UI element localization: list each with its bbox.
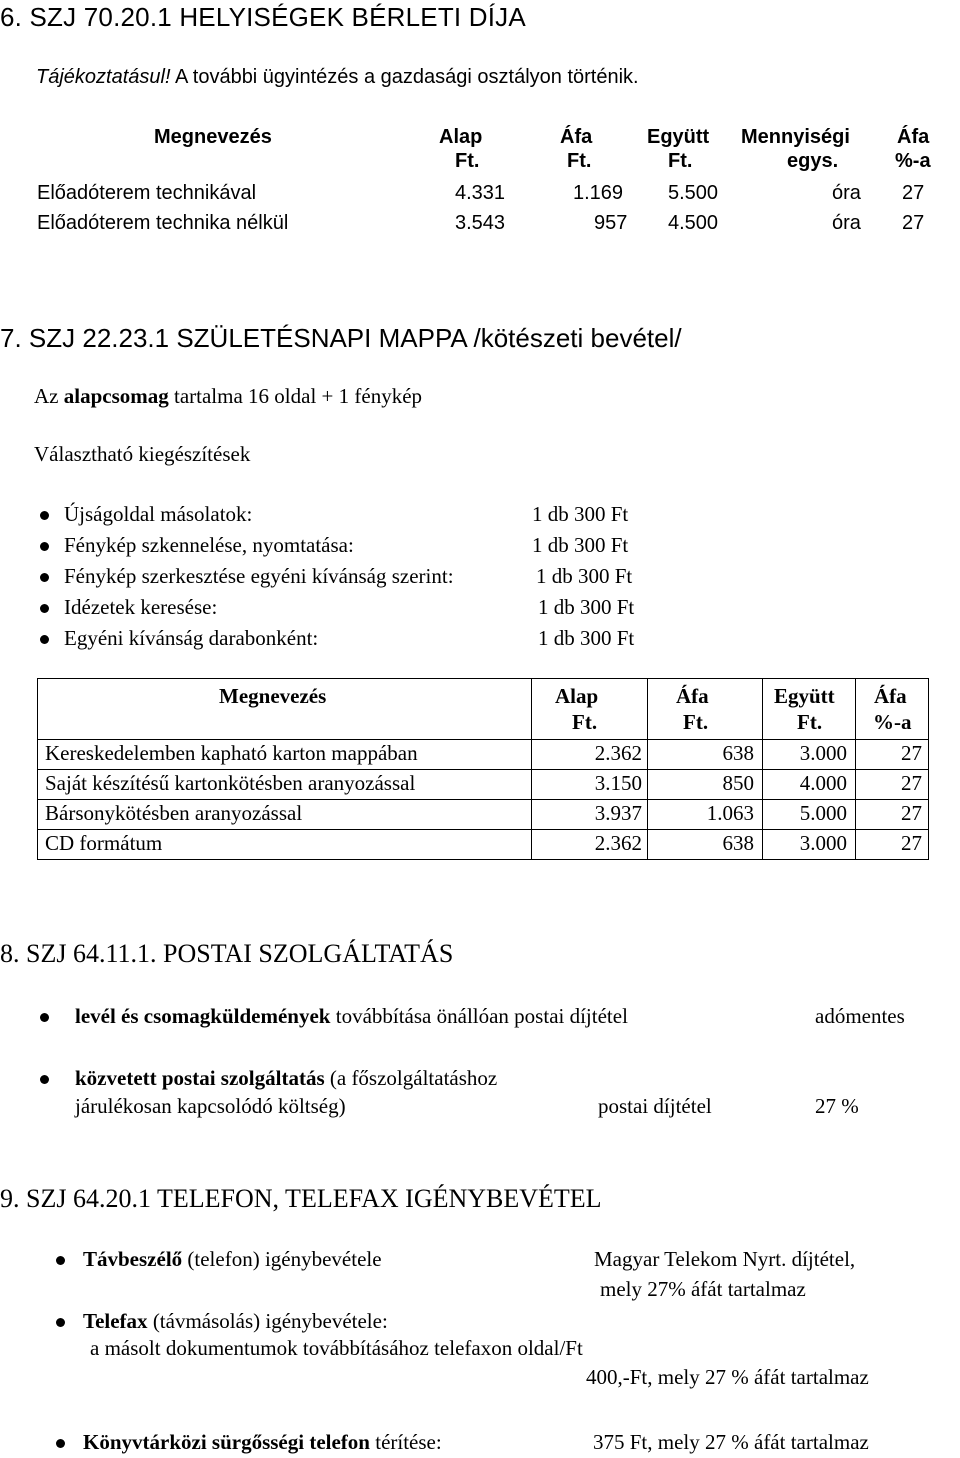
option-price: 1 db 300 Ft <box>532 502 629 526</box>
col-header-base: Alap <box>555 684 599 708</box>
note-rest: A további ügyintézés a gazdasági osztályon történik. <box>170 66 639 88</box>
postal-item-2-label: postai díjtétel <box>598 1094 712 1118</box>
section-6-title: 6. SZJ 70.20.1 HELYISÉGEK BÉRLETI DÍJA <box>0 2 526 32</box>
option-price: 1 db 300 Ft <box>538 626 635 650</box>
interlibrary-phone-rest: térítése: <box>369 1430 442 1454</box>
cell-vat: 638 <box>722 741 754 765</box>
phone-item <box>83 1247 382 1272</box>
col-header-base-unit: Ft. <box>455 150 480 172</box>
cell-base: 3.150 <box>594 771 642 795</box>
fax-item-line3: 400,-Ft, mely 27 % áfát tartalmaz <box>586 1365 869 1389</box>
cell-unit: óra <box>832 212 861 234</box>
col-header-total-unit: Ft. <box>668 150 693 172</box>
fax-item-rest: (távmásolás) igénybevétele: <box>147 1309 388 1333</box>
intro-pre: Az <box>34 384 64 408</box>
cell-vat-pct: 27 <box>901 831 922 855</box>
option-label: Egyéni kívánság darabonként: <box>64 626 319 650</box>
section-7-title: 7. SZJ 22.23.1 SZÜLETÉSNAPI MAPPA /kötészeti bevétel/ <box>0 323 682 353</box>
cell-total: 5.500 <box>668 182 719 204</box>
col-header-vat-pct-2: %-a <box>895 150 931 172</box>
cell-unit: óra <box>832 182 861 204</box>
col-header-unit: Mennyiségi <box>741 126 850 148</box>
bullet-icon <box>56 1318 65 1327</box>
postal-item-1-value: adómentes <box>815 1004 905 1028</box>
cell-name: Előadóterem technikával <box>37 182 257 204</box>
bullet-icon <box>40 542 49 551</box>
option-label: Idézetek keresése: <box>64 595 218 619</box>
postal-item-2-value: 27 % <box>815 1094 859 1118</box>
cell-total: 4.000 <box>799 771 847 795</box>
option-price: 1 db 300 Ft <box>538 595 635 619</box>
cell-vat: 1.169 <box>573 182 624 204</box>
postal-item-2-bold: közvetett postai szolgáltatás <box>75 1066 325 1090</box>
col-header-base-unit: Ft. <box>572 710 598 734</box>
section-8-title: 8. SZJ 64.11.1. POSTAI SZOLGÁLTATÁS <box>0 939 454 968</box>
birthday-folder-table <box>37 678 929 860</box>
bullet-icon <box>40 1013 49 1022</box>
interlibrary-phone-bold: Könyvtárközi sürgősségi telefon <box>83 1430 370 1454</box>
cell-vat-pct: 27 <box>901 771 922 795</box>
phone-item-right-1: Magyar Telekom Nyrt. díjtétel, <box>594 1247 856 1271</box>
col-header-total: Együtt <box>774 684 835 708</box>
cell-vat: 638 <box>722 831 754 855</box>
cell-name: Előadóterem technika nélkül <box>37 212 289 234</box>
cell-base: 4.331 <box>455 182 506 204</box>
cell-vat-pct: 27 <box>901 801 922 825</box>
package-intro <box>34 384 422 409</box>
bullet-icon <box>40 635 49 644</box>
cell-base: 3.937 <box>594 801 642 825</box>
option-price: 1 db 300 Ft <box>536 564 633 588</box>
phone-item-right-2: mely 27% áfát tartalmaz <box>600 1277 806 1301</box>
cell-vat: 957 <box>594 212 628 234</box>
cell-name: Kereskedelemben kapható karton mappában <box>45 741 418 765</box>
col-header-vat-pct-2: %-a <box>873 710 912 734</box>
col-header-vat: Áfa <box>676 684 709 708</box>
cell-vat: 850 <box>722 771 754 795</box>
interlibrary-phone-item <box>83 1430 442 1455</box>
cell-name: Saját készítésű kartonkötésben aranyozással <box>45 771 416 795</box>
col-header-vat-unit: Ft. <box>683 710 709 734</box>
col-header-name: Megnevezés <box>219 684 327 708</box>
cell-total: 3.000 <box>799 741 847 765</box>
bullet-icon <box>40 511 49 520</box>
col-header-unit-2: egys. <box>787 150 839 172</box>
bullet-icon <box>56 1439 65 1448</box>
bullet-icon <box>56 1256 65 1265</box>
option-label: Újságoldal másolatok: <box>64 502 253 526</box>
fax-item <box>83 1309 388 1334</box>
section-6-note <box>36 66 639 89</box>
interlibrary-phone-value: 375 Ft, mely 27 % áfát tartalmaz <box>593 1430 869 1454</box>
cell-base: 3.543 <box>455 212 506 234</box>
note-italic: Tájékoztatásul! <box>36 66 171 88</box>
fax-item-line2: a másolt dokumentumok továbbításához telefaxon oldal/Ft <box>90 1336 583 1360</box>
phone-item-bold: Távbeszélő <box>83 1247 183 1271</box>
postal-item-2-line2: járulékosan kapcsolódó költség) <box>75 1094 346 1118</box>
col-header-vat-pct: Áfa <box>897 126 930 148</box>
col-header-base: Alap <box>439 126 483 148</box>
option-label: Fénykép szerkesztése egyéni kívánság szerint: <box>64 564 454 588</box>
cell-vat-pct: 27 <box>901 741 922 765</box>
cell-base: 2.362 <box>594 831 642 855</box>
section-9-title: 9. SZJ 64.20.1 TELEFON, TELEFAX IGÉNYBEVÉTEL <box>0 1184 602 1213</box>
col-header-total-unit: Ft. <box>797 710 823 734</box>
col-header-vat-unit: Ft. <box>567 150 592 172</box>
option-label: Fénykép szkennelése, nyomtatása: <box>64 533 354 557</box>
fax-item-bold: Telefax <box>83 1309 148 1333</box>
intro-bold: alapcsomag <box>63 384 169 408</box>
col-header-name: Megnevezés <box>154 126 272 148</box>
cell-base: 2.362 <box>594 741 642 765</box>
col-header-total: Együtt <box>647 126 710 148</box>
postal-item-2-rest: (a főszolgáltatáshoz <box>324 1066 498 1090</box>
postal-item-1 <box>75 1004 628 1029</box>
cell-total: 4.500 <box>668 212 719 234</box>
postal-item-1-rest: továbbítása önállóan postai díjtétel <box>330 1004 628 1028</box>
intro-post: tartalma 16 oldal + 1 fénykép <box>168 384 423 408</box>
cell-vat: 1.063 <box>706 801 754 825</box>
bullet-icon <box>40 573 49 582</box>
options-heading: Választható kiegészítések <box>34 442 251 466</box>
postal-item-2 <box>75 1066 497 1091</box>
cell-total: 5.000 <box>799 801 847 825</box>
cell-vat-pct: 27 <box>902 212 925 234</box>
cell-total: 3.000 <box>799 831 847 855</box>
phone-item-rest: (telefon) igénybevétele <box>182 1247 382 1271</box>
option-price: 1 db 300 Ft <box>532 533 629 557</box>
cell-name: Bársonykötésben aranyozással <box>45 801 303 825</box>
bullet-icon <box>40 1075 49 1084</box>
cell-vat-pct: 27 <box>902 182 925 204</box>
cell-name: CD formátum <box>45 831 163 855</box>
col-header-vat-pct: Áfa <box>874 684 907 708</box>
bullet-icon <box>40 604 49 613</box>
postal-item-1-bold: levél és csomagküldemények <box>75 1004 331 1028</box>
col-header-vat: Áfa <box>560 126 593 148</box>
